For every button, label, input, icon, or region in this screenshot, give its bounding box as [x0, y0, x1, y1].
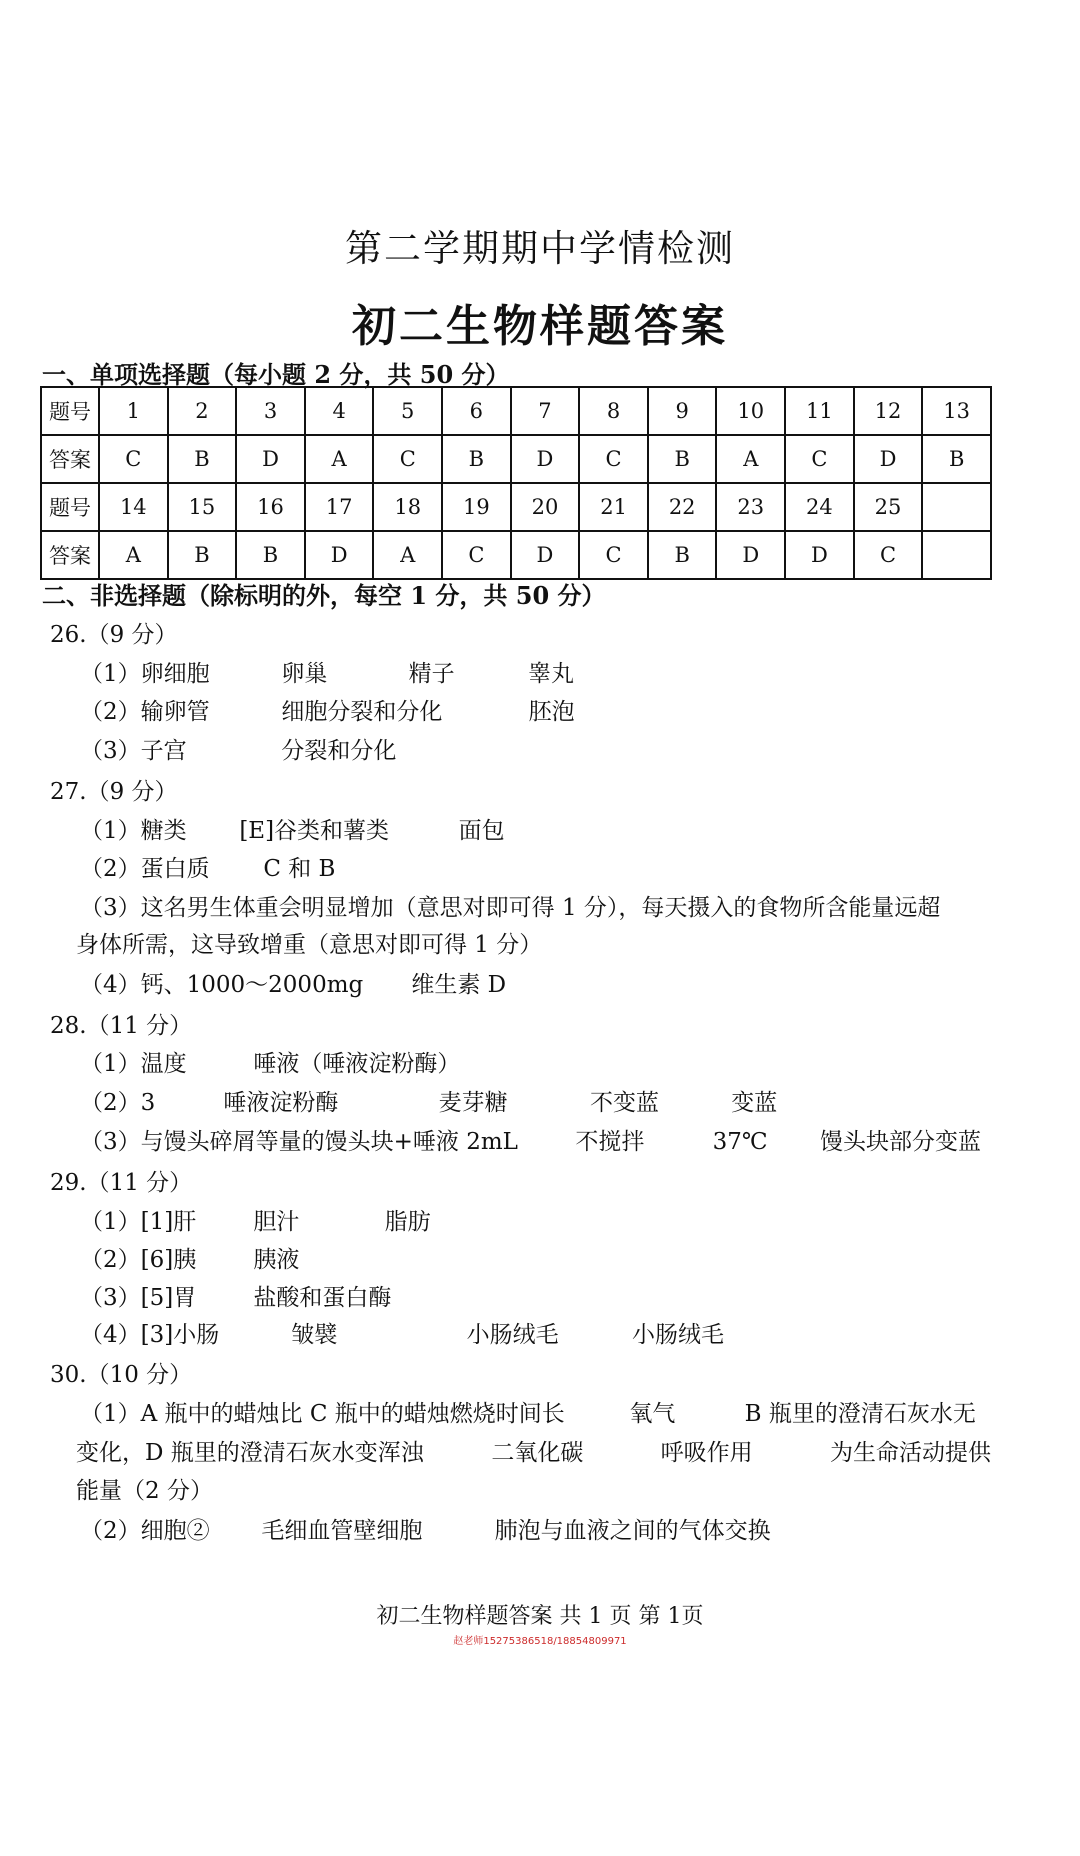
q26-line-2 — [80, 693, 575, 726]
q30-l2-answer: 呼吸作用 — [660, 1440, 753, 1466]
q30-l1-answer: 氧气 — [629, 1401, 676, 1427]
q29-l4-answer: （4）[3]小肠 — [80, 1322, 220, 1348]
answer-table-cell: 17 — [305, 483, 374, 531]
q28-l2-answer: （2）3 — [80, 1090, 156, 1116]
q29-l1-answer: 胆汁 — [253, 1209, 300, 1235]
q29-heading: 29.（11 分） — [50, 1170, 193, 1196]
answer-table-cell: 25 — [854, 483, 923, 531]
q29-l3-answer: （3）[5]胃 — [80, 1285, 197, 1311]
answer-table-cell: 4 — [305, 387, 374, 435]
section-2-heading: 二、非选择题（除标明的外，每空 1 分，共 50 分） — [42, 581, 606, 610]
answer-table-cell: 2 — [168, 387, 237, 435]
q26-heading: 26.（9 分） — [50, 622, 178, 648]
answer-table-cell: 18 — [373, 483, 442, 531]
answer-table-cell: 5 — [373, 387, 442, 435]
q26-line-3 — [80, 732, 396, 765]
q30-line-1 — [80, 1395, 976, 1428]
q30-heading: 30.（10 分） — [50, 1362, 193, 1388]
q28-l2-answer: 麦芽糖 — [438, 1090, 508, 1116]
answer-table-cell: 24 — [785, 483, 854, 531]
section-1-heading: 一、单项选择题（每小题 2 分，共 50 分） — [42, 360, 510, 389]
answer-table-cell: D — [785, 531, 854, 579]
answer-table-cell: D — [854, 435, 923, 483]
answer-table-cell: B — [648, 531, 717, 579]
q29-line-4 — [80, 1316, 724, 1349]
answer-table-cell: 16 — [236, 483, 305, 531]
q28-line-1 — [80, 1045, 460, 1078]
q30-line-4 — [80, 1512, 771, 1545]
q26-l2-answer: 胚泡 — [528, 699, 575, 725]
answer-table-cell: 15 — [168, 483, 237, 531]
answer-table-cell: 9 — [648, 387, 717, 435]
answer-table-cell: B — [168, 531, 237, 579]
q28-l1-answer: 唾液（唾液淀粉酶） — [253, 1051, 461, 1077]
answer-table-cell: 3 — [236, 387, 305, 435]
answer-table-cell: 12 — [854, 387, 923, 435]
q29-l2-answer: （2）[6]胰 — [80, 1247, 197, 1273]
q28-l1-answer: （1）温度 — [80, 1051, 187, 1077]
answer-table-row-header: 题号 — [41, 387, 99, 435]
answer-table-cell: 22 — [648, 483, 717, 531]
q29-l2-answer: 胰液 — [253, 1247, 300, 1273]
answer-table-cell: D — [236, 435, 305, 483]
q30-l2-answer: 变化，D 瓶里的澄清石灰水变浑浊 — [76, 1440, 424, 1466]
q26-l1-answer: （1）卵细胞 — [80, 661, 210, 687]
answer-table-cell: 21 — [579, 483, 648, 531]
q29-l3-answer: 盐酸和蛋白酶 — [253, 1285, 392, 1311]
answer-table-cell: D — [511, 435, 580, 483]
q30-l1-answer: B 瓶里的澄清石灰水无 — [744, 1401, 976, 1427]
q30-l2-answer: 二氧化碳 — [491, 1440, 584, 1466]
answer-table-row — [41, 387, 991, 435]
q27-l1-answer: （1）糖类 — [80, 818, 187, 844]
answer-table-cell: C — [785, 435, 854, 483]
page-footer: 初二生物样题答案 共 1 页 第 1页 — [376, 1604, 704, 1629]
q29-line-2 — [80, 1241, 299, 1274]
answer-table-cell: B — [648, 435, 717, 483]
answer-table-cell: A — [716, 435, 785, 483]
q27-heading: 27.（9 分） — [50, 779, 178, 805]
answer-table-cell: B — [442, 435, 511, 483]
q28-l2-answer: 唾液淀粉酶 — [223, 1090, 339, 1116]
watermark-text: 赵老师15275386518/18854809971 — [453, 1636, 627, 1647]
q27-line-2 — [80, 850, 335, 883]
q27-line-1 — [80, 812, 505, 845]
q26-l1-answer: 精子 — [408, 661, 455, 687]
answer-table-cell: 1 — [99, 387, 168, 435]
answer-table-cell: D — [716, 531, 785, 579]
q28-l2-answer: 变蓝 — [731, 1090, 778, 1116]
answer-table-cell: 19 — [442, 483, 511, 531]
answer-table-row-header: 答案 — [41, 435, 99, 483]
q26-line-1 — [80, 655, 574, 688]
q27-l1-answer: 面包 — [458, 818, 505, 844]
q29-l4-answer: 皱襞 — [291, 1322, 338, 1348]
q29-l4-answer: 小肠绒毛 — [631, 1322, 724, 1348]
answer-table-cell: B — [922, 435, 991, 483]
answer-table-row-header: 答案 — [41, 531, 99, 579]
answer-table-cell: 14 — [99, 483, 168, 531]
q29-line-1 — [80, 1203, 431, 1236]
q30-l4-answer: 肺泡与血液之间的气体交换 — [494, 1518, 771, 1544]
answer-table-row — [41, 531, 991, 579]
q28-l3-answer: 37℃ — [712, 1129, 768, 1155]
answer-table-cell: A — [305, 435, 374, 483]
answer-table-row — [41, 435, 991, 483]
document-title: 第二学期期中学情检测 — [345, 227, 735, 270]
q28-l2-answer: 不变蓝 — [589, 1090, 659, 1116]
answer-table-cell: B — [168, 435, 237, 483]
answer-table-cell: 13 — [922, 387, 991, 435]
q28-l3-answer: 馒头块部分变蓝 — [819, 1129, 981, 1155]
answer-table-cell: 10 — [716, 387, 785, 435]
answer-table — [40, 386, 992, 580]
q27-l4-answer: 维生素 D — [411, 972, 507, 998]
answer-table-cell: C — [854, 531, 923, 579]
q27-line-3a: （3）这名男生体重会明显增加（意思对即可得 1 分），每天摄入的食物所含能量远超 — [80, 895, 941, 921]
answer-table-row — [41, 483, 991, 531]
answer-table-cell: C — [579, 435, 648, 483]
q26-l1-answer: 睾丸 — [527, 661, 574, 687]
q29-l1-answer: 脂肪 — [384, 1209, 431, 1235]
q30-l4-answer: 毛细血管壁细胞 — [261, 1518, 423, 1544]
answer-table-cell: C — [579, 531, 648, 579]
q26-l2-answer: （2）输卵管 — [80, 699, 210, 725]
answer-table-cell: 7 — [511, 387, 580, 435]
answer-table-cell: 23 — [716, 483, 785, 531]
answer-table-cell: 8 — [579, 387, 648, 435]
answer-table-cell: C — [373, 435, 442, 483]
answer-table-cell: D — [511, 531, 580, 579]
q27-l2-answer: （2）蛋白质 — [80, 856, 210, 882]
q30-line-3: 能量（2 分） — [76, 1478, 213, 1504]
answer-table-row-header: 题号 — [41, 483, 99, 531]
q28-heading: 28.（11 分） — [50, 1013, 193, 1039]
q30-l4-answer: （2）细胞② — [80, 1518, 210, 1544]
q30-l1-answer: （1）A 瓶中的蜡烛比 C 瓶中的蜡烛燃烧时间长 — [80, 1401, 565, 1427]
answer-table-cell: 6 — [442, 387, 511, 435]
q27-line-3b: 身体所需，这导致增重（意思对即可得 1 分） — [76, 932, 543, 958]
q27-l1-answer: [E]谷类和薯类 — [239, 818, 390, 844]
answer-table-cell: A — [99, 531, 168, 579]
q27-line-4 — [80, 966, 506, 999]
q26-l1-answer: 卵巢 — [281, 661, 328, 687]
answer-table-cell: A — [373, 531, 442, 579]
q29-l4-answer: 小肠绒毛 — [466, 1322, 559, 1348]
q26-l3-answer: 分裂和分化 — [281, 738, 397, 764]
answer-table-cell — [922, 483, 991, 531]
q28-line-2 — [80, 1084, 777, 1117]
q28-line-3 — [80, 1123, 981, 1156]
answer-table-cell: C — [442, 531, 511, 579]
document-subtitle: 初二生物样题答案 — [352, 301, 728, 352]
answer-table-cell — [922, 531, 991, 579]
answer-table-cell: D — [305, 531, 374, 579]
q26-l3-answer: （3）子宫 — [80, 738, 187, 764]
q30-line-2 — [76, 1434, 991, 1467]
q29-line-3 — [80, 1279, 391, 1312]
q26-l2-answer: 细胞分裂和分化 — [281, 699, 443, 725]
q28-l3-answer: 不搅拌 — [575, 1129, 645, 1155]
q27-l2-answer: C 和 B — [263, 856, 336, 882]
answer-table-cell: C — [99, 435, 168, 483]
q29-l1-answer: （1）[1]肝 — [80, 1209, 197, 1235]
q28-l3-answer: （3）与馒头碎屑等量的馒头块+唾液 2mL — [80, 1129, 518, 1155]
q27-l4-answer: （4）钙、1000～2000mg — [80, 972, 364, 998]
answer-table-cell: 20 — [511, 483, 580, 531]
answer-table-cell: 11 — [785, 387, 854, 435]
answer-table-cell: B — [236, 531, 305, 579]
q30-l2-answer: 为生命活动提供 — [829, 1440, 991, 1466]
